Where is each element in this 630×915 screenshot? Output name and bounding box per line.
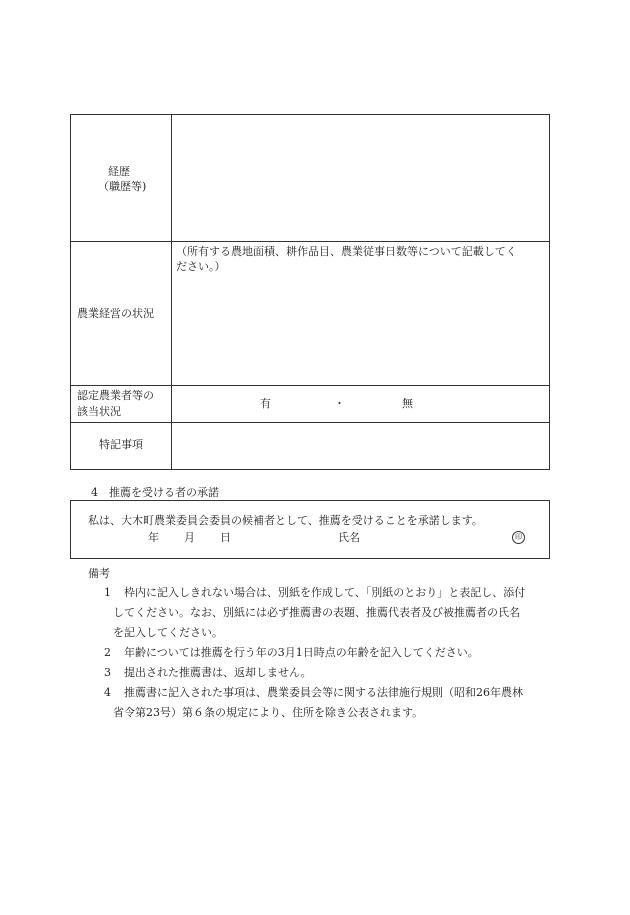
month-label: 月: [184, 531, 195, 544]
farm-management-note: （所有する農地面積、耕作品目、農業従事日数等について記載してく: [176, 245, 517, 258]
career-label: 経歴: [108, 165, 130, 178]
farm-management-label: 農業経営の状況: [77, 307, 154, 320]
special-notes-input[interactable]: [173, 424, 547, 468]
name-label: 氏名: [338, 531, 360, 544]
option-yes[interactable]: 有: [260, 397, 271, 410]
remark-text: 省令第23号）第６条の規定により、住所を除き公表されます。: [113, 706, 424, 719]
remarks-title: 備考: [88, 567, 110, 580]
remark-text: 年齢については推薦を行う年の3月1日時点の年齢を記入してください。: [124, 646, 479, 659]
table-row-divider: [70, 422, 550, 423]
year-label: 年: [148, 531, 159, 544]
day-label: 日: [220, 531, 231, 544]
remark-text: してください。なお、別紙には必ず推薦書の表題、推薦代表者及び被推薦者の氏名: [113, 606, 520, 619]
remark-text: 提出された推薦書は、返却しません。: [124, 666, 312, 679]
table-row-divider: [70, 241, 550, 242]
remark-text: 枠内に記入しきれない場合は、別紙を作成して、「別紙のとおり」と表記し、添付: [124, 586, 526, 599]
remark-number: 4: [104, 686, 111, 699]
section4-heading: 4 推薦を受ける者の承諾: [91, 486, 219, 499]
consent-box: [70, 500, 550, 559]
remark-text: を記入してください。: [113, 626, 223, 639]
career-input-area[interactable]: [173, 116, 547, 239]
option-separator: ・: [334, 397, 345, 410]
remark-number: 2: [104, 646, 111, 659]
remark-text: 推薦書に記入された事項は、農業委員会等に関する法律施行規則（昭和26年農林: [124, 686, 523, 699]
certified-farmer-sublabel: 該当状況: [77, 405, 121, 418]
farm-management-note-cont: ださい。）: [176, 260, 226, 273]
certified-farmer-label: 認定農業者等の: [77, 389, 154, 402]
option-no[interactable]: 無: [402, 397, 413, 410]
table-column-divider: [171, 114, 172, 470]
table-row-divider: [70, 385, 550, 386]
special-notes-label: 特記事項: [99, 438, 143, 451]
consent-statement: 私は、大木町農業委員会委員の候補者として、推薦を受けることを承諾します。: [88, 514, 483, 527]
remark-number: 1: [104, 586, 111, 599]
career-sublabel: （職歴等): [98, 180, 147, 193]
remark-number: 3: [104, 666, 111, 679]
seal-icon: 印: [512, 531, 525, 544]
